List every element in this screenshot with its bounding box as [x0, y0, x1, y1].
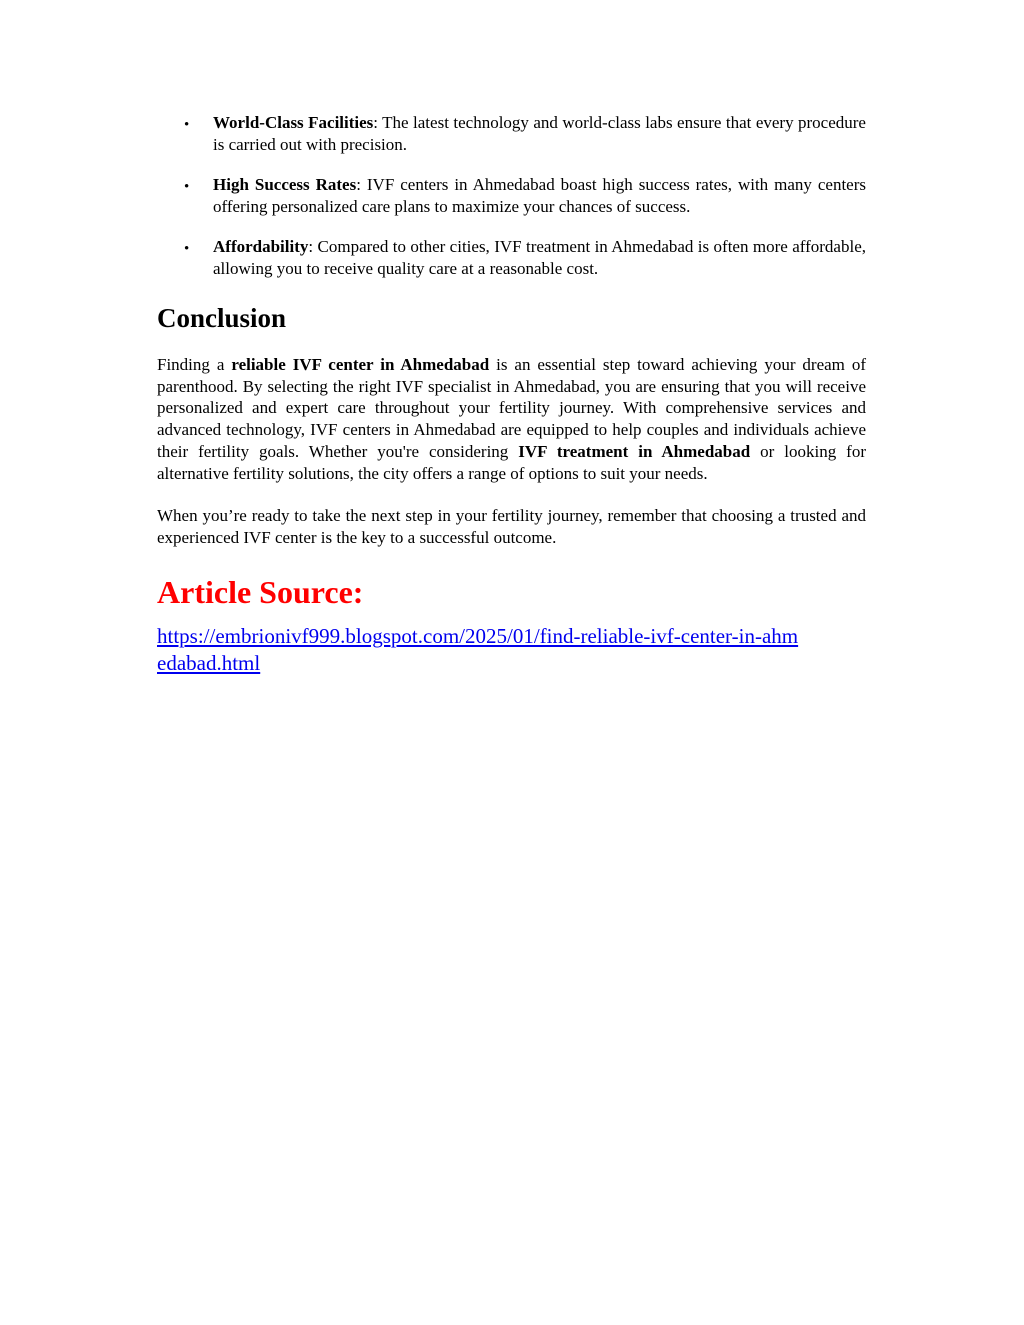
- article-source-heading: Article Source:: [157, 573, 364, 610]
- bullet-icon: •: [184, 241, 190, 257]
- bullet-icon: •: [184, 179, 190, 195]
- bullet-term: World-Class Facilities: [213, 113, 374, 132]
- bullet-text: : The latest technology and world-class labs ensure that every procedure is carried out with precision.: [213, 113, 866, 154]
- conclusion-paragraph: [157, 354, 866, 484]
- emphasis-text: reliable IVF center in Ahmedabad: [231, 355, 490, 374]
- bullet-term: High Success Rates: [213, 175, 357, 194]
- conclusion-heading: Conclusion: [157, 303, 287, 333]
- bullet-icon: •: [184, 117, 190, 133]
- paragraph-text: Finding a: [157, 355, 232, 374]
- closing-paragraph: When you’re ready to take the next step in your fertility journey, remember that choosing a trusted and experienced IVF center is the key to a successful outcome.: [157, 506, 866, 547]
- paragraph-text: is an essential step toward achieving your dream of parenthood. By selecting the right IVF specialist in Ahmedabad, you are ensuring that you will receive personalized and expert care throughout your fertility journey. With comprehensive services and advanced technology, IVF centers in Ahmedabad are equipped to help couples and individuals achieve their fertility goals. Whether you're considering: [157, 355, 866, 461]
- list-item: [157, 112, 866, 156]
- bullet-text: : IVF centers in Ahmedabad boast high success rates, with many centers offering personalized care plans to maximize your chances of success.: [213, 175, 866, 216]
- list-item: [157, 174, 866, 218]
- emphasis-text: IVF treatment in Ahmedabad: [518, 441, 751, 461]
- document-page: [157, 112, 866, 677]
- list-item: [157, 236, 866, 280]
- article-source-link[interactable]: https://embrionivf999.blogspot.com/2025/01/find-reliable-ivf-center-in-ahmedabad.html: [157, 623, 799, 675]
- bullet-term: Affordability: [213, 237, 309, 256]
- bullet-text: : Compared to other cities, IVF treatment in Ahmedabad is often more affordable, allowing you to receive quality care at a reasonable cost.: [213, 237, 866, 278]
- paragraph-text: or looking for alternative fertility solutions, the city offers a range of options to suit your needs.: [157, 441, 866, 483]
- benefits-list: [157, 112, 866, 280]
